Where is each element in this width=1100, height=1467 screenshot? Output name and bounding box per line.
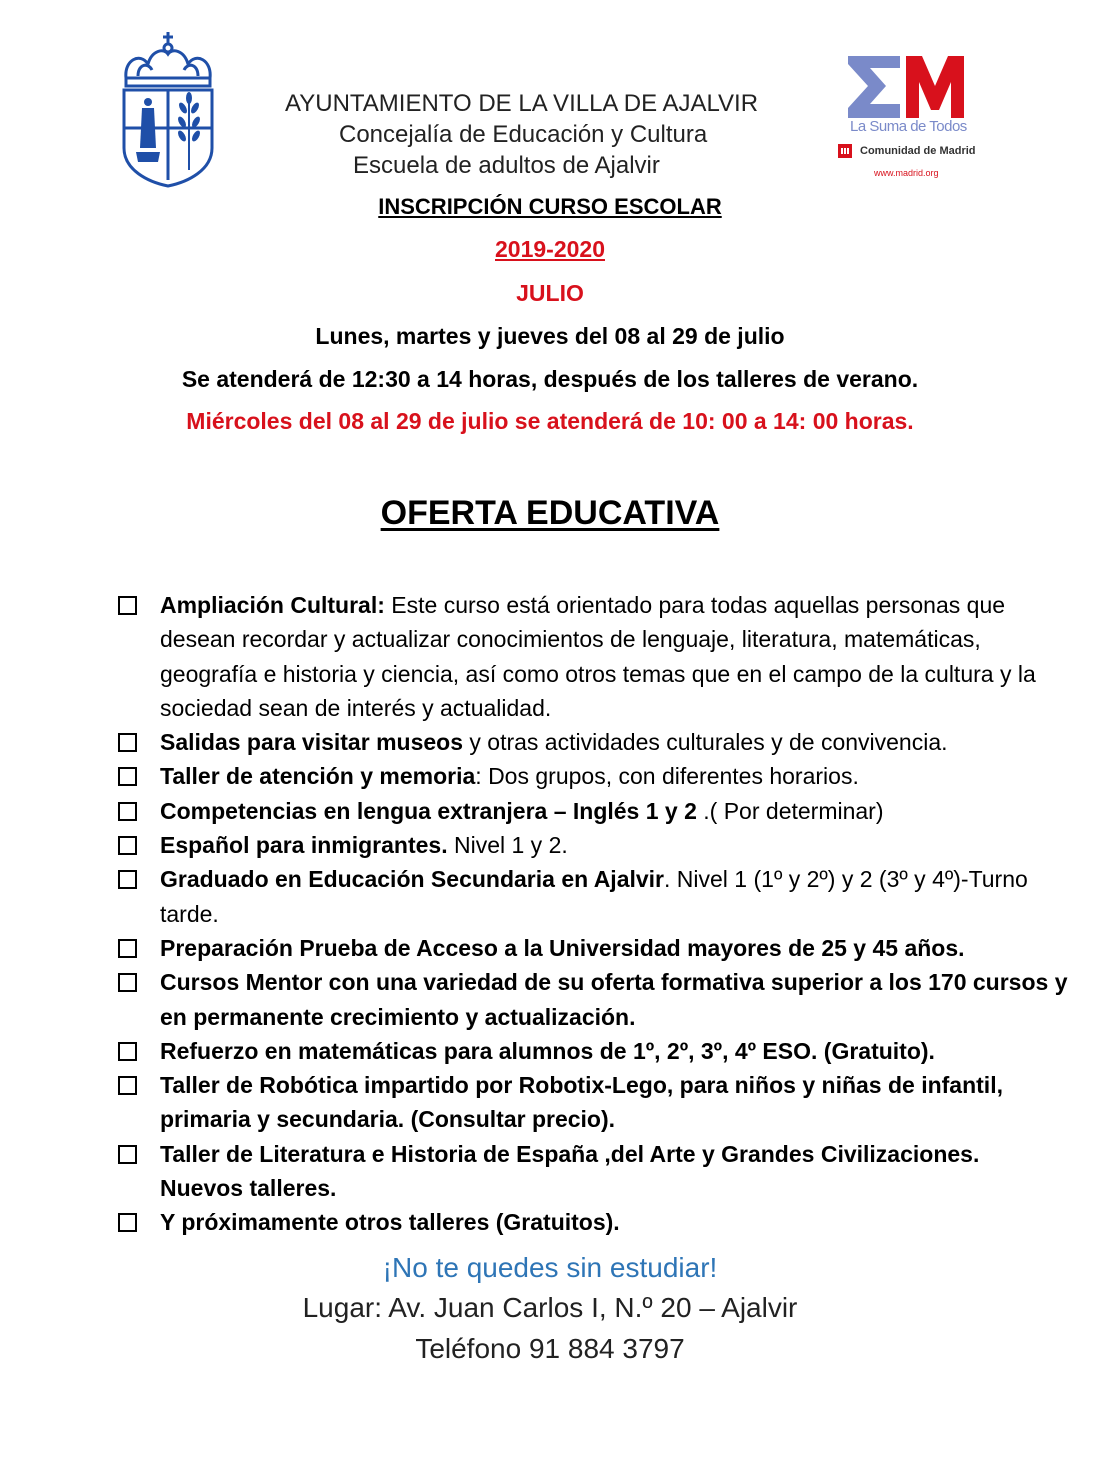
enrollment-month: JULIO [516,280,584,306]
list-item: Taller de Literatura e Historia de España ,del Arte y Grandes Civilizaciones. Nuevos talleres. [118,1137,1068,1206]
list-item: Y próximamente otros talleres (Gratuitos). [118,1205,1068,1239]
list-item: Ampliación Cultural: Este curso está orientado para todas aquellas personas que desean recordar y actualizar conocimientos de lenguaje, literatura, matemáticas, geografía e historia y ciencia, así como otros temas que en el campo de la cultura y la sociedad sean de interés y actualidad. [118,588,1068,725]
checkbox-bullet-icon [118,973,137,992]
comunidad-madrid-logo [838,56,978,186]
madrid-website: www.madrid.org [874,168,939,178]
checkbox-bullet-icon [118,870,137,889]
checkbox-bullet-icon [118,1076,137,1095]
list-item: Graduado en Educación Secundaria en Ajalvir. Nivel 1 (1º y 2º) y 2 (3º y 4º)-Turno tarde. [118,862,1068,931]
list-item: Cursos Mentor con una variedad de su oferta formativa superior a los 170 cursos y en permanente crecimiento y actualización. [118,965,1068,1034]
madrid-flag-icon [838,144,852,158]
offer-title: OFERTA EDUCATIVA [380,494,720,532]
checkbox-bullet-icon [118,767,137,786]
municipality-name: AYUNTAMIENTO DE LA VILLA DE AJALVIR [285,90,759,117]
department-name: Concejalía de Educación y Cultura [339,121,708,148]
checkbox-bullet-icon [118,802,137,821]
school-year: 2019-2020 [495,236,605,262]
ajalvir-coat-of-arms-icon [118,30,218,190]
checkbox-bullet-icon [118,1213,137,1232]
schedule-days: Lunes, martes y jueves del 08 al 29 de julio [315,323,785,349]
school-name: Escuela de adultos de Ajalvir [353,152,660,179]
list-item: Taller de Robótica impartido por Robotix-Lego, para niños y niñas de infantil, primaria y secundaria. (Consultar precio). [118,1068,1068,1137]
madrid-tagline: La Suma de Todos [850,118,967,135]
checkbox-bullet-icon [118,836,137,855]
address: Lugar: Av. Juan Carlos I, N.º 20 – Ajalvir [302,1292,798,1323]
list-item: Taller de atención y memoria: Dos grupos, con diferentes horarios. [118,759,1068,793]
checkbox-bullet-icon [118,1145,137,1164]
list-item: Competencias en lengua extranjera – Inglés 1 y 2 .( Por determinar) [118,794,1068,828]
municipality-header [285,88,758,181]
checkbox-bullet-icon [118,939,137,958]
madrid-sigma-m-icon [848,56,964,118]
slogan: ¡No te quedes sin estudiar! [382,1252,718,1283]
list-item: Español para inmigrantes. Nivel 1 y 2. [118,828,1068,862]
schedule-hours: Se atenderá de 12:30 a 14 horas, después de los talleres de verano. [181,366,919,392]
madrid-name: Comunidad de Madrid [860,145,976,157]
checkbox-bullet-icon [118,1042,137,1061]
checkbox-bullet-icon [118,733,137,752]
list-item: Salidas para visitar museos y otras actividades culturales y de convivencia. [118,725,1068,759]
offer-list [118,588,1068,1240]
checkbox-bullet-icon [118,596,137,615]
schedule-wednesday: Miércoles del 08 al 29 de julio se atenderá de 10: 00 a 14: 00 horas. [186,408,914,434]
list-item: Refuerzo en matemáticas para alumnos de 1º, 2º, 3º, 4º ESO. (Gratuito). [118,1034,1068,1068]
phone-number: Teléfono 91 884 3797 [415,1333,685,1364]
list-item: Preparación Prueba de Acceso a la Universidad mayores de 25 y 45 años. [118,931,1068,965]
enrollment-title: INSCRIPCIÓN CURSO ESCOLAR [378,194,722,219]
